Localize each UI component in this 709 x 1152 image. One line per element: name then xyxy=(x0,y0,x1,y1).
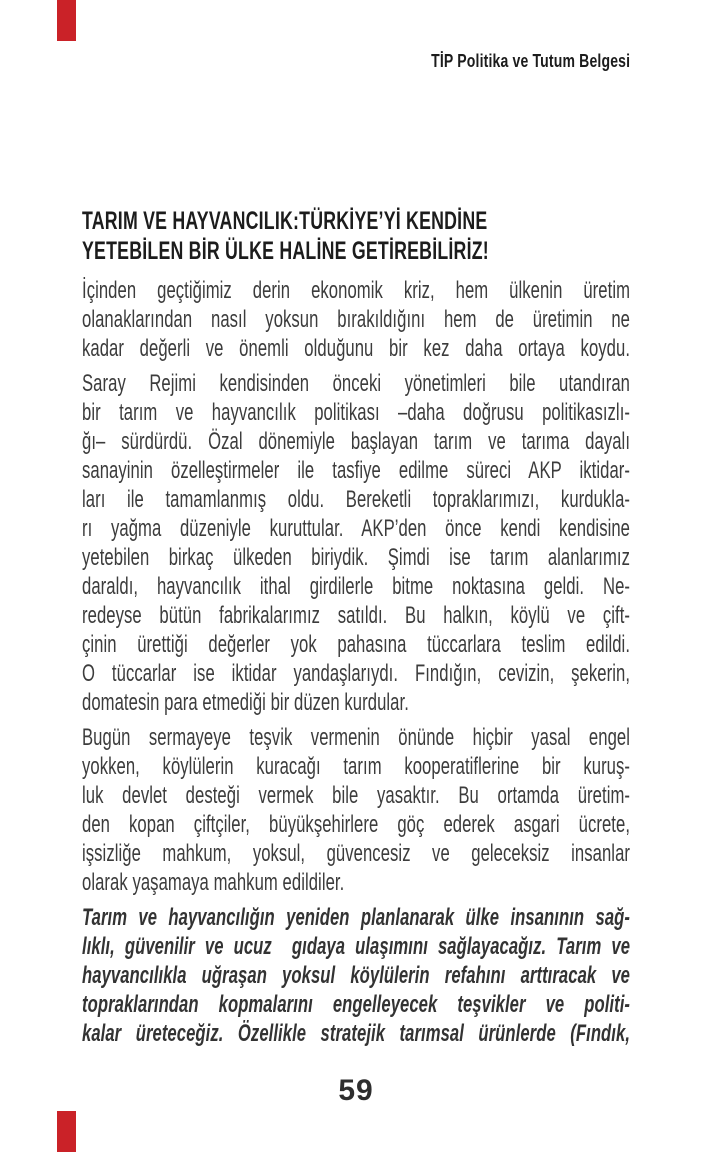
paragraph-line: rı yağma düzeniyle kuruttular. AKP’den önce kendi kendisine xyxy=(82,515,631,542)
paragraph-line: hayvancılıkla uğraşan yoksul köylülerin refahını arttıracak ve xyxy=(82,962,631,989)
paragraph-line: olarak yaşamaya mahkum edildiler. xyxy=(82,869,345,896)
paragraph-line: daraldı, hayvancılık ithal girdilerle bitme noktasına geldi. Ne- xyxy=(82,573,631,600)
paragraph-line: O tüccarlar ise iktidar yandaşlarıydı. Fındığın, cevizin, şekerin, xyxy=(82,660,631,687)
paragraph-line: redeyse bütün fabrikalarımız satıldı. Bu halkın, köylü ve çift- xyxy=(82,602,631,629)
paragraph-line: kadar değerli ve önemli olduğunu bir kez daha ortaya koydu. xyxy=(82,335,631,362)
paragraph-line: domatesin para etmediği bir düzen kurdular. xyxy=(82,689,409,716)
paragraph-line: İçinden geçtiğimiz derin ekonomik kriz, hem ülkenin üretim xyxy=(82,277,631,304)
paragraph-line: yokken, köylülerin kuracağı tarım kooperatiflerine bir kuruş- xyxy=(82,753,631,780)
paragraph-line: Tarım ve hayvancılığın yeniden planlanarak ülke insanının sağ- xyxy=(82,904,631,931)
section-title-line: YETEBİLEN BİR ÜLKE HALİNE GETİREBİLİRİZ! xyxy=(82,237,489,265)
paragraph-line: lıklı, güvenilir ve ucuz gıdaya ulaşımını sağlayacağız. Tarım ve xyxy=(82,933,631,960)
paragraph-line: olanaklarından nasıl yoksun bırakıldığını hem de üretimin ne xyxy=(82,306,631,333)
section-title xyxy=(82,206,630,266)
paragraph xyxy=(82,276,630,363)
paragraph xyxy=(82,903,630,1048)
paragraph-line: yetebilen birkaç ülkeden biriydik. Şimdi ise tarım alanlarımız xyxy=(82,544,631,571)
paragraph-line: luk devlet desteği vermek bile yasaktır. Bu ortamda üretim- xyxy=(82,782,631,809)
page-number: 59 xyxy=(338,1074,374,1107)
section-title-line: TARIM VE HAYVANCILIK:TÜRKİYE’Yİ KENDİNE xyxy=(82,207,488,235)
page-content xyxy=(82,206,630,1048)
paragraph-line: ğı– sürdürdü. Özal dönemiyle başlayan tarım ve tarıma dayalı xyxy=(82,428,631,455)
page-edge-mark-bottom xyxy=(57,1111,76,1152)
paragraph-line: bir tarım ve hayvancılık politikası –daha doğrusu politikasızlı- xyxy=(82,399,631,426)
paragraph-line: den kopan çiftçiler, büyükşehirlere göç ederek asgari ücrete, xyxy=(82,811,631,838)
paragraph-line: çinin ürettiği değerler yok pahasına tüccarlara teslim edildi. xyxy=(82,631,631,658)
page-edge-mark-top xyxy=(57,0,76,41)
paragraph-line: Bugün sermayeye teşvik vermenin önünde hiçbir yasal engel xyxy=(82,724,631,751)
body-text xyxy=(82,276,630,1048)
paragraph-line: ları ile tamamlanmış oldu. Bereketli topraklarımızı, kurdukla- xyxy=(82,486,631,513)
paragraph-line: işsizliğe mahkum, yoksul, güvencesiz ve geleceksiz insanlar xyxy=(82,840,631,867)
paragraph-line: topraklarından kopmalarını engelleyecek teşvikler ve politi- xyxy=(82,991,631,1018)
paragraph-line: Saray Rejimi kendisinden önceki yönetimleri bile utandıran xyxy=(82,370,631,397)
paragraph xyxy=(82,723,630,897)
paragraph-line: kalar üreteceğiz. Özellikle stratejik tarımsal ürünlerde (Fındık, xyxy=(82,1020,631,1047)
paragraph xyxy=(82,369,630,717)
running-header xyxy=(82,51,630,72)
paragraph-line: sanayinin özelleştirmeler ile tasfiye edilme süreci AKP iktidar- xyxy=(82,457,631,484)
running-header-text: TİP Politika ve Tutum Belgesi xyxy=(430,51,630,71)
